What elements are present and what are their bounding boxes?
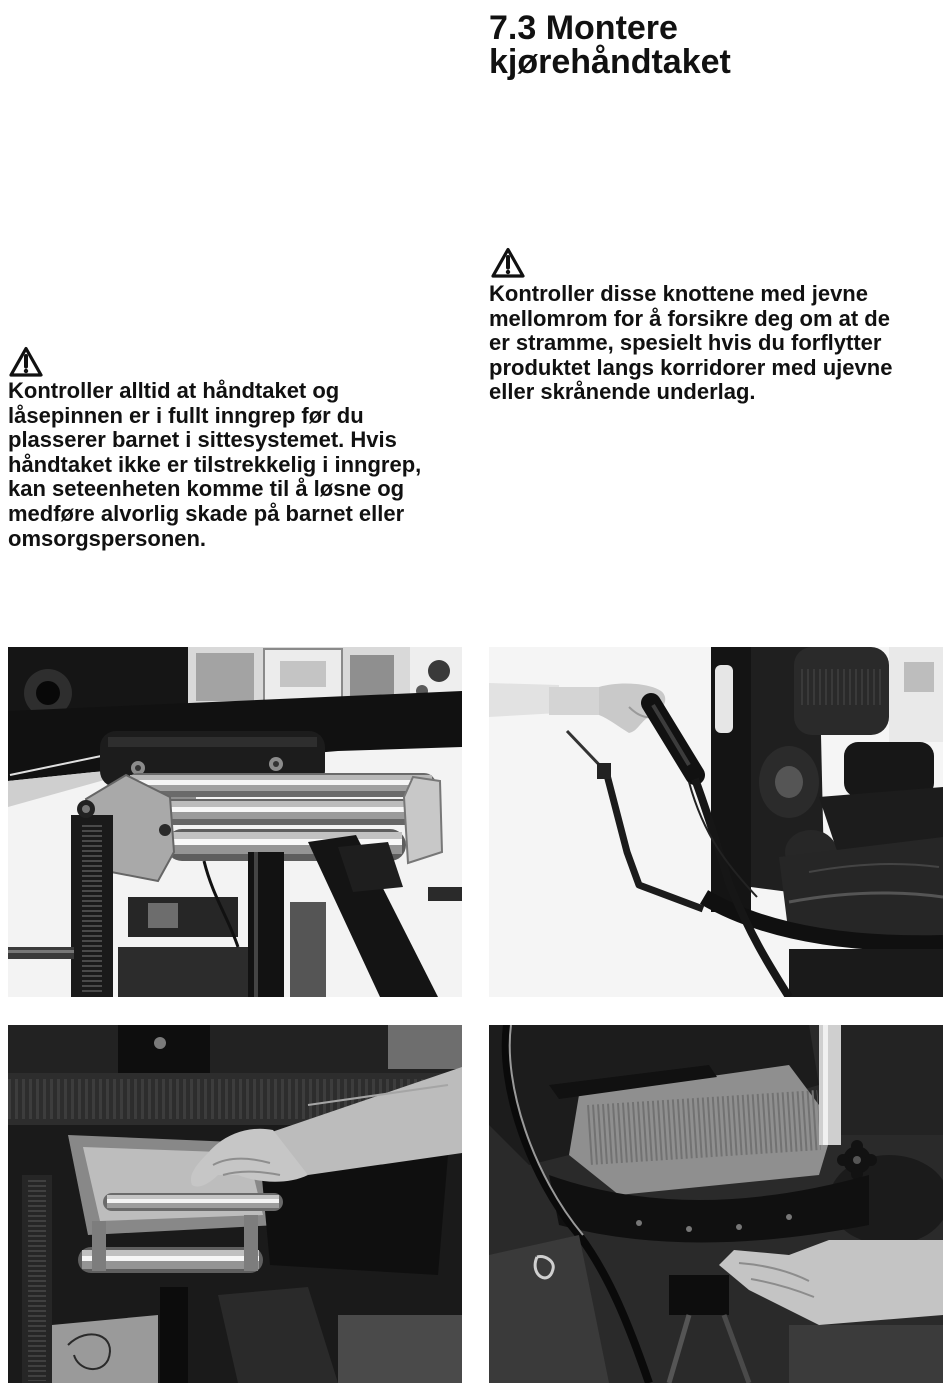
warning-line: medføre alvorlig skade på barnet eller <box>8 500 405 526</box>
photo-roller-bracket <box>8 647 462 997</box>
photo-tightening-knob <box>489 1025 943 1383</box>
photo-fitting-bracket <box>8 1025 462 1383</box>
photo-roller-bracket-image <box>8 647 462 997</box>
warning-icon <box>490 246 526 280</box>
warning-icon <box>8 345 44 379</box>
warning-line: eller skrånende underlag. <box>489 379 756 405</box>
warning-line: mellomrom for å forsikre deg om at de <box>489 305 890 331</box>
side-post <box>22 1175 52 1383</box>
warning-text-knobs <box>489 282 892 405</box>
warning-text-handle <box>8 379 421 551</box>
warning-line: kan seteenheten komme til å løsne og <box>8 476 405 502</box>
photo-tightening-knob-image <box>489 1025 943 1383</box>
warning-line: håndtaket ikke er tilstrekkelig i inngrep, <box>8 451 422 477</box>
warning-line: omsorgspersonen. <box>8 525 207 551</box>
warning-line: plasserer barnet i sittesystemet. Hvis <box>8 427 397 453</box>
aluminium-post <box>819 1025 841 1145</box>
warning-line: låsepinnen er i fullt inngrep før du <box>8 402 364 428</box>
photo-push-handle-image <box>489 647 943 997</box>
photo-push-handle <box>489 647 943 997</box>
seat-post <box>248 852 284 997</box>
warning-line: Kontroller alltid at håndtaket og <box>8 378 340 403</box>
section-heading <box>489 11 731 79</box>
warning-line: Kontroller disse knottene med jevne <box>489 281 868 306</box>
photo-fitting-bracket-image <box>8 1025 462 1383</box>
seat-post <box>160 1287 188 1383</box>
warning-line: er stramme, spesielt hvis du forflytter <box>489 330 882 356</box>
heading-line: kjørehåndtaket <box>489 43 731 81</box>
warning-line: produktet langs korridorer med ujevne <box>489 354 893 380</box>
heading-line: 7.3 Montere <box>489 9 678 47</box>
